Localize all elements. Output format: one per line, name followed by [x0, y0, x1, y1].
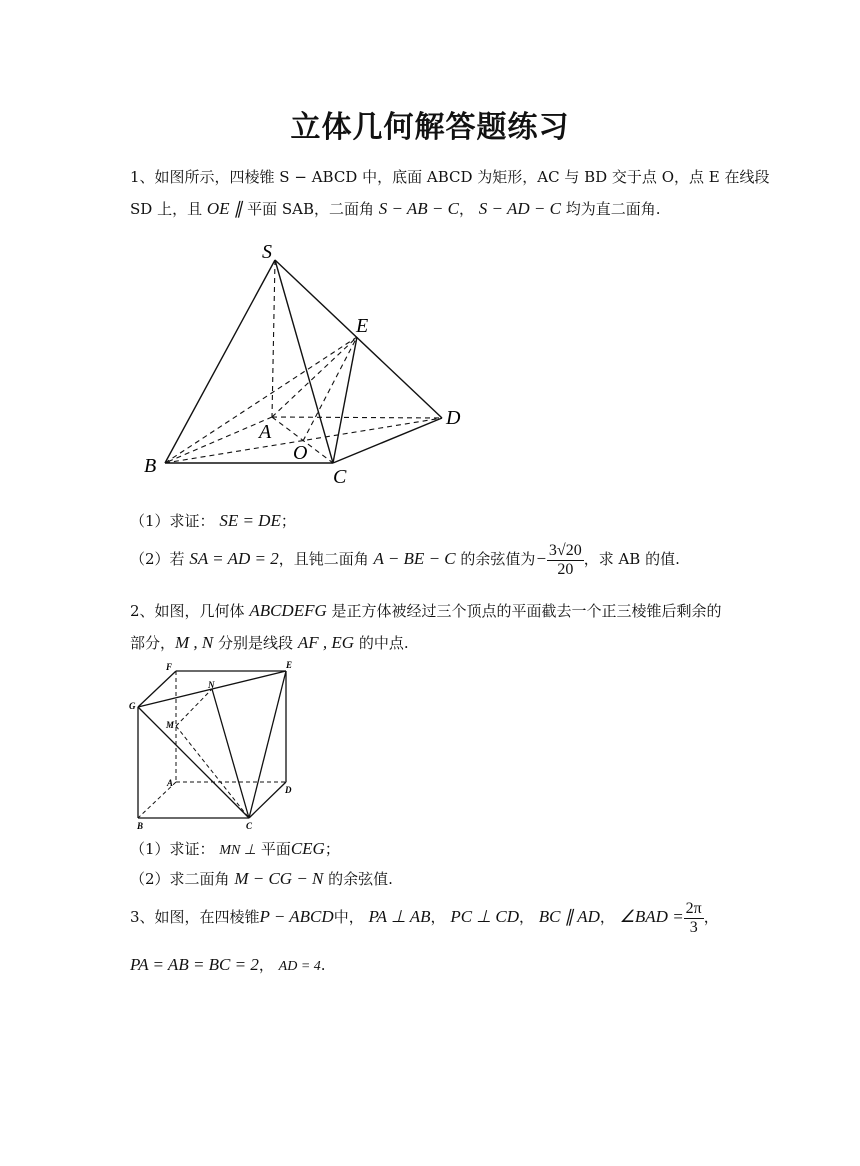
q3-text: ， [599, 908, 615, 927]
q1-part-1 [130, 510, 296, 531]
label-B: B [144, 455, 157, 477]
edge-SC [275, 260, 333, 463]
q2-text: 部分， [130, 634, 176, 652]
q1-part2-text: ，且钝二面角 [278, 550, 369, 569]
q3-line-1 [130, 900, 719, 936]
q1-part2-math: SA = AD = 2 [189, 549, 279, 569]
q2-part1-text: 平面 [260, 840, 291, 858]
edge-OE-hidden [303, 337, 357, 441]
q1-text: SD 上，且 [130, 200, 203, 218]
q1-part2-prefix: （2）若 [130, 550, 185, 569]
q3-math: PA ⊥ AB [368, 907, 431, 927]
label-B: B [137, 821, 144, 831]
label-E: E [286, 660, 293, 670]
edge-EC [333, 337, 357, 463]
q1-part1-prefix: （1）求证： [130, 512, 215, 530]
edge-GC [138, 707, 249, 818]
q1-cos-fraction [547, 542, 584, 578]
label-A: A [167, 778, 174, 788]
label-D: D [285, 785, 292, 795]
q1-math: OE ∥ [206, 199, 243, 218]
edge-CD [333, 418, 442, 463]
q3-math: P − ABCD [259, 907, 334, 927]
q1-math: S − AB − C [378, 199, 459, 218]
q1-fraction-numerator: 3√20 [548, 542, 582, 559]
label-G: G [129, 701, 136, 711]
label-N: N [208, 680, 215, 690]
label-S: S [262, 241, 272, 263]
q3-math: AD = 4 [278, 959, 321, 974]
q3-angle-fraction [684, 900, 704, 936]
q3-text: ， [518, 908, 534, 927]
q3-text: ， [258, 956, 274, 974]
q1-math: S − AD − C [478, 199, 561, 218]
edge-MC-hidden [176, 726, 249, 818]
q1-pyramid-figure [130, 232, 490, 492]
label-M: M [166, 720, 175, 730]
q1-part2-suffix: ，求 AB 的值. [583, 550, 680, 569]
label-A: A [259, 421, 272, 443]
q2-part2-suffix: 的余弦值. [328, 870, 393, 888]
q1-part1-suffix: ； [280, 512, 296, 530]
q3-math: ∠BAD = [619, 907, 684, 927]
q2-part1-math: MN ⊥ [219, 843, 257, 858]
q2-line-1 [130, 600, 722, 621]
q1-text: ， [459, 200, 475, 218]
q2-line-2 [130, 632, 409, 653]
q3-line-2 [130, 954, 326, 975]
q3-math: BC ∥ AD [538, 907, 600, 927]
q2-text: 是正方体被经过三个顶点的平面截去一个正三棱锥后剩余的 [331, 602, 722, 620]
q1-text: 平面 SAB，二面角 [247, 200, 374, 218]
edge-AB-hidden [165, 417, 272, 463]
label-C: C [333, 466, 347, 488]
q2-math: ABCDEFG [249, 601, 327, 620]
edge-DC [249, 782, 286, 818]
q2-part2-math: M − CG − N [234, 869, 324, 888]
q3-text: 3、如图，在四棱锥 [130, 908, 260, 927]
q2-text: 分别是线段 [218, 634, 294, 652]
q3-math: PA = AB = BC = 2 [130, 955, 259, 974]
page-title: 立体几何解答题练习 [290, 110, 570, 145]
q1-line-2 [130, 198, 661, 219]
q1-part1-math: SE = DE [219, 511, 281, 530]
q2-cube-figure [128, 660, 298, 832]
label-C: C [246, 821, 253, 831]
q2-part2-prefix: （2）求二面角 [130, 870, 230, 888]
q2-part-1 [130, 838, 340, 859]
edge-SD [275, 260, 442, 418]
q1-fraction-denominator: 20 [557, 560, 574, 578]
edge-GF [138, 671, 176, 707]
q2-part-2 [130, 868, 393, 889]
q2-math: AF , EG [297, 633, 355, 652]
q3-text: ， [430, 908, 446, 927]
q3-text: . [320, 956, 326, 974]
q1-part2-sign: − [535, 549, 547, 569]
q1-part-2 [130, 542, 680, 578]
q1-part2-math: A − BE − C [373, 549, 456, 569]
q3-math: PC ⊥ CD [450, 907, 519, 927]
q1-text: 均为直二面角. [565, 200, 661, 218]
q1-line-1: 1、如图所示，四棱锥 S − ABCD 中，底面 ABCD 为矩形，AC 与 BD 交于点 O，点 E 在线段 [130, 168, 770, 186]
q2-part1-prefix: （1）求证： [130, 840, 215, 858]
q3-fraction-numerator: 2π [685, 900, 702, 917]
edge-SA-hidden [272, 260, 275, 417]
q3-fraction-denominator: 3 [689, 918, 698, 936]
edge-MN-hidden [176, 689, 212, 726]
q2-math: M , N [175, 633, 214, 652]
q2-text: 的中点. [358, 634, 409, 652]
q3-text: ， [703, 908, 719, 927]
q2-part1-suffix: ； [324, 840, 340, 858]
q2-part1-math: CEG [290, 839, 325, 858]
label-E: E [356, 315, 369, 337]
label-F: F [166, 662, 173, 672]
edge-EC [249, 671, 286, 818]
label-O: O [293, 442, 308, 464]
edge-AD-hidden [272, 417, 442, 418]
q1-part2-text: 的余弦值为 [460, 550, 536, 569]
q3-text: 中， [333, 908, 364, 927]
label-D: D [446, 407, 461, 429]
q2-text: 2、如图，几何体 [130, 602, 245, 620]
